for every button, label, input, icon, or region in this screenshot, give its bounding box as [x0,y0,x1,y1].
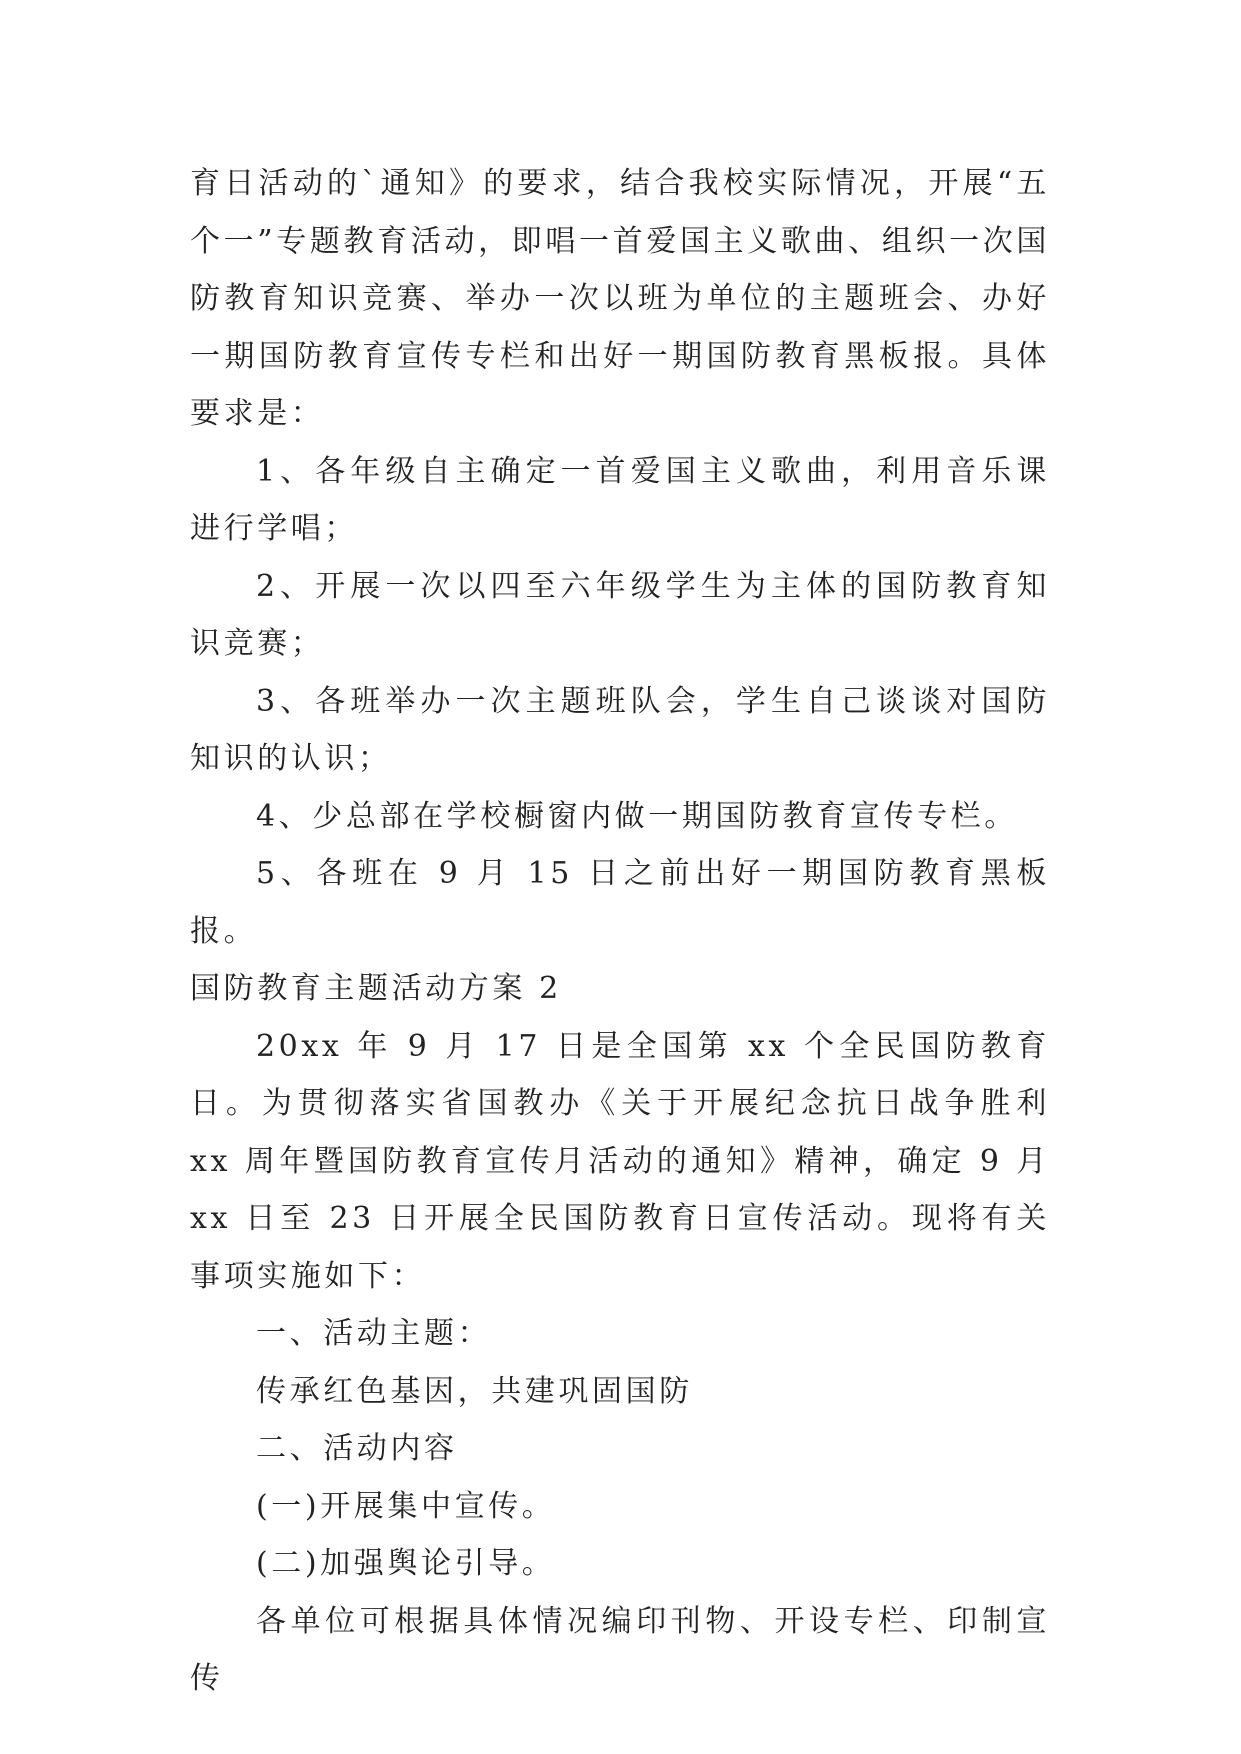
requirement-item-2: 2、开展一次以四至六年级学生为主体的国防教育知识竞赛； [190,568,1050,661]
content-item-1: (一)开展集中宣传。 [256,1488,556,1524]
content-heading: 二、活动内容 [256,1431,458,1466]
paragraph-continuation: 育日活动的`通知》的要求，结合我校实际情况，开展“五个一”专题教育活动，即唱一首爱国主义歌曲、组织一次国防教育知识竞赛、举办一次以班为单位的主题班会、办好一期国防教育宣传专栏和出好一期国防教育黑板报。具体要求是： [190,166,1050,431]
closing-paragraph: 各单位可根据具体情况编印刊物、开设专栏、印制宣传 [190,1603,1050,1696]
intro-paragraph: 20xx 年 9 月 17 日是全国第 xx 个全民国防教育日。为贯彻落实省国教办《关于开展纪念抗日战争胜利 xx 周年暨国防教育宣传月活动的通知》精神，确定 9 月 xx 日至 23 日开展全民国防教育日宣传活动。现将有关事项实施如下： [190,1028,1050,1294]
requirement-item-1: 1、各年级自主确定一首爱国主义歌曲，利用音乐课进行学唱； [190,453,1050,546]
document-body [190,155,1050,1708]
theme-heading: 一、活动主题： [256,1316,492,1351]
content-item-2: (二)加强舆论引导。 [256,1546,556,1581]
requirement-item-3: 3、各班举办一次主题班队会，学生自己谈谈对国防知识的认识； [190,683,1050,776]
section-heading: 国防教育主题活动方案 2 [190,971,562,1006]
requirement-item-5: 5、各班在 9 月 15 日之前出好一期国防教育黑板报。 [190,856,1050,949]
theme-text: 传承红色基因，共建巩固国防 [256,1373,693,1409]
requirement-item-4: 4、少总部在学校橱窗内做一期国防教育宣传专栏。 [256,798,1018,834]
